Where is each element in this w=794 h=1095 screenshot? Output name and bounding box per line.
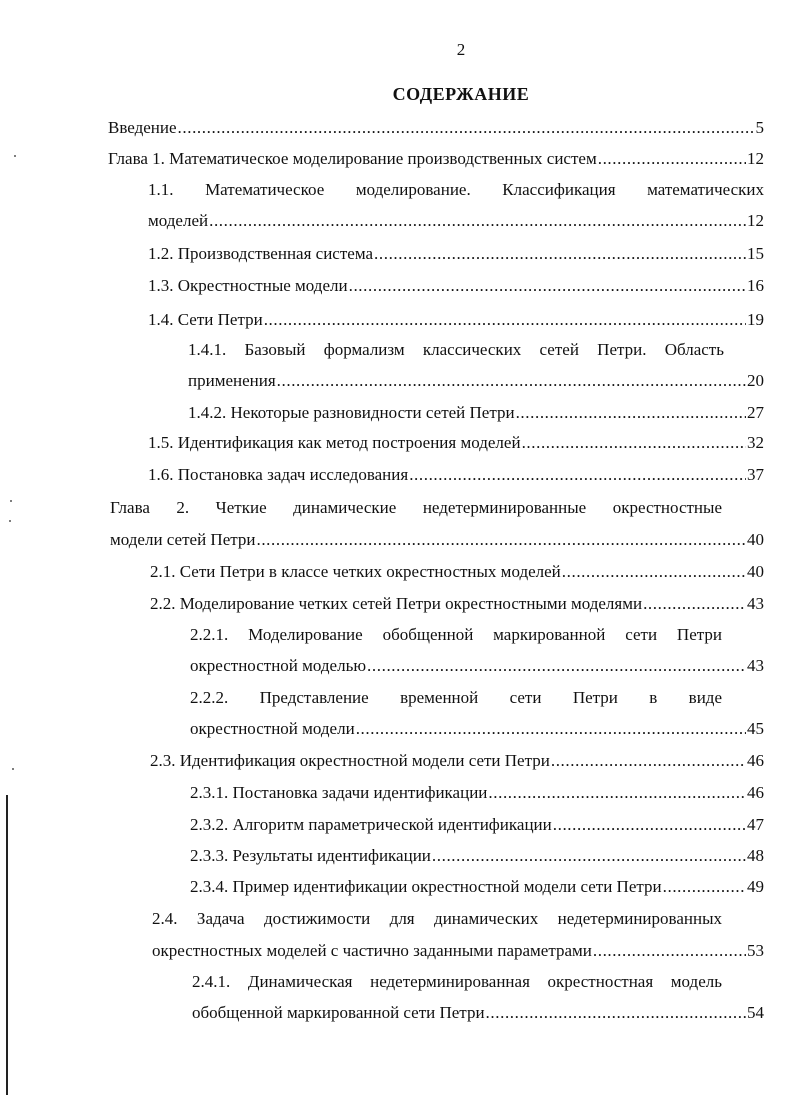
toc-leader-dots bbox=[488, 778, 746, 808]
toc-leader-dots bbox=[643, 589, 746, 619]
toc-entry-1-3[interactable] bbox=[148, 271, 764, 301]
toc-entry-1-2[interactable] bbox=[148, 239, 764, 269]
toc-entry-page: 16 bbox=[747, 276, 764, 295]
toc-entry-page: 12 bbox=[747, 149, 764, 168]
toc-leader-dots bbox=[367, 651, 746, 681]
toc-entry-text: 1.3. Окрестностные модели bbox=[148, 276, 348, 295]
toc-entry-text: 2.2.1. Моделирование обобщенной маркированной сети Петри bbox=[190, 625, 722, 644]
toc-leader-dots bbox=[178, 113, 755, 143]
toc-entry-2-1[interactable] bbox=[150, 557, 764, 587]
toc-entry-text: 1.4. Сети Петри bbox=[148, 310, 263, 329]
toc-entry-text: 2.3.2. Алгоритм параметрической идентификации bbox=[190, 815, 552, 834]
toc-leader-dots bbox=[356, 714, 746, 744]
toc-entry-1-1-line1[interactable] bbox=[148, 175, 764, 205]
toc-entry-text: 2.3.4. Пример идентификации окрестностной модели сети Петри bbox=[190, 877, 662, 896]
toc-entry-text: 2.2. Моделирование четких сетей Петри окрестностными моделями bbox=[150, 594, 643, 613]
toc-entry-text: окрестностных моделей с частично заданными параметрами bbox=[152, 941, 592, 960]
toc-entry-text: обобщенной маркированной сети Петри bbox=[192, 1003, 485, 1022]
toc-entry-1-1-line2[interactable] bbox=[148, 206, 764, 236]
toc-entry-text: 1.2. Производственная система bbox=[148, 244, 374, 263]
toc-entry-2-2-2-line1[interactable] bbox=[190, 683, 722, 713]
toc-entry-page: 53 bbox=[747, 941, 764, 960]
toc-entry-text: 2.3.1. Постановка задачи идентификации bbox=[190, 783, 488, 802]
toc-entry-introduction[interactable] bbox=[108, 113, 764, 143]
toc-entry-chapter-2-line2[interactable] bbox=[110, 525, 764, 555]
toc-entry-page: 43 bbox=[747, 594, 764, 613]
scan-speck bbox=[9, 520, 11, 522]
toc-entry-text: 2.3.3. Результаты идентификации bbox=[190, 846, 431, 865]
toc-entry-page: 54 bbox=[747, 1003, 764, 1022]
toc-entry-page: 27 bbox=[747, 403, 764, 422]
toc-entry-text: 2.1. Сети Петри в классе четких окрестностных моделей bbox=[150, 562, 561, 581]
toc-leader-dots bbox=[516, 398, 746, 428]
toc-entry-2-4-line1[interactable] bbox=[152, 904, 722, 934]
toc-entry-text: 2.4. Задача достижимости для динамических недетерминированных bbox=[152, 909, 722, 928]
toc-entry-text: Глава 2. Четкие динамические недетерминированные окрестностные bbox=[110, 498, 722, 517]
toc-entry-text: 2.4.1. Динамическая недетерминированная окрестностная модель bbox=[192, 972, 722, 991]
toc-entry-text: 2.2.2. Представление временной сети Петри в виде bbox=[190, 688, 722, 707]
toc-entry-page: 5 bbox=[755, 118, 764, 137]
toc-entry-text: 1.4.2. Некоторые разновидности сетей Петри bbox=[188, 403, 515, 422]
toc-entry-text: 1.1. Математическое моделирование. Классификация математических bbox=[148, 180, 764, 199]
toc-entry-1-6[interactable] bbox=[148, 460, 764, 490]
toc-entry-page: 12 bbox=[747, 211, 764, 230]
toc-entry-text: модели сетей Петри bbox=[110, 530, 256, 549]
toc-entry-text: окрестностной модели bbox=[190, 719, 355, 738]
scan-speck bbox=[12, 768, 14, 770]
toc-entry-1-4-2[interactable] bbox=[188, 398, 764, 428]
toc-entry-page: 48 bbox=[747, 846, 764, 865]
toc-leader-dots bbox=[522, 428, 746, 458]
toc-entry-page: 43 bbox=[747, 656, 764, 675]
toc-entry-2-2-2-line2[interactable] bbox=[190, 714, 764, 744]
toc-entry-page: 46 bbox=[747, 783, 764, 802]
toc-leader-dots bbox=[256, 525, 746, 555]
toc-leader-dots bbox=[553, 810, 746, 840]
toc-leader-dots bbox=[277, 366, 746, 396]
toc-leader-dots bbox=[432, 841, 746, 871]
toc-entry-2-2[interactable] bbox=[150, 589, 764, 619]
toc-entry-text: 1.5. Идентификация как метод построения моделей bbox=[148, 433, 521, 452]
toc-entry-text: 1.4.1. Базовый формализм классических сетей Петри. Область bbox=[188, 340, 724, 359]
toc-entry-page: 46 bbox=[747, 751, 764, 770]
toc-entry-2-4-1-line1[interactable] bbox=[192, 967, 722, 997]
toc-entry-2-3-4[interactable] bbox=[190, 872, 764, 902]
page-number: 2 bbox=[456, 40, 466, 59]
toc-leader-dots bbox=[562, 557, 746, 587]
toc-leader-dots bbox=[551, 746, 746, 776]
toc-entry-1-4-1-line1[interactable] bbox=[188, 335, 724, 365]
toc-entry-page: 19 bbox=[747, 310, 764, 329]
toc-leader-dots bbox=[593, 936, 746, 966]
toc-entry-page: 32 bbox=[747, 433, 764, 452]
toc-leader-dots bbox=[209, 206, 746, 236]
toc-entry-chapter-1[interactable] bbox=[108, 144, 764, 174]
toc-entry-2-3-1[interactable] bbox=[190, 778, 764, 808]
toc-entry-text: Введение bbox=[108, 118, 177, 137]
toc-entry-2-2-1-line1[interactable] bbox=[190, 620, 722, 650]
toc-entry-2-4-1-line2[interactable] bbox=[192, 998, 764, 1028]
scan-margin-line bbox=[6, 795, 8, 1095]
toc-entry-text: 2.3. Идентификация окрестностной модели сети Петри bbox=[150, 751, 550, 770]
scan-speck bbox=[10, 500, 12, 502]
toc-entry-text: моделей bbox=[148, 211, 209, 230]
toc-leader-dots bbox=[663, 872, 746, 902]
toc-leader-dots bbox=[264, 305, 746, 335]
toc-entry-1-4[interactable] bbox=[148, 305, 764, 335]
toc-title: СОДЕРЖАНИЕ bbox=[392, 84, 530, 104]
toc-entry-2-3-2[interactable] bbox=[190, 810, 764, 840]
toc-entry-2-3[interactable] bbox=[150, 746, 764, 776]
toc-leader-dots bbox=[486, 998, 746, 1028]
toc-entry-text: окрестностной моделью bbox=[190, 656, 367, 675]
toc-entry-2-4-line2[interactable] bbox=[152, 936, 764, 966]
toc-entry-page: 37 bbox=[747, 465, 764, 484]
scan-speck bbox=[14, 155, 16, 157]
toc-entry-2-3-3[interactable] bbox=[190, 841, 764, 871]
toc-entry-text: применения bbox=[188, 371, 276, 390]
toc-entry-text: Глава 1. Математическое моделирование производственных систем bbox=[108, 149, 597, 168]
toc-entry-page: 15 bbox=[747, 244, 764, 263]
toc-entry-2-2-1-line2[interactable] bbox=[190, 651, 764, 681]
toc-entry-page: 47 bbox=[747, 815, 764, 834]
toc-entry-page: 20 bbox=[747, 371, 764, 390]
toc-entry-1-5[interactable] bbox=[148, 428, 764, 458]
toc-leader-dots bbox=[374, 239, 746, 269]
toc-entry-page: 45 bbox=[747, 719, 764, 738]
toc-leader-dots bbox=[409, 460, 746, 490]
toc-entry-page: 49 bbox=[747, 877, 764, 896]
toc-entry-1-4-1-line2[interactable] bbox=[188, 366, 764, 396]
toc-entry-page: 40 bbox=[747, 530, 764, 549]
toc-leader-dots bbox=[598, 144, 746, 174]
toc-entry-text: 1.6. Постановка задач исследования bbox=[148, 465, 409, 484]
toc-leader-dots bbox=[349, 271, 746, 301]
toc-entry-page: 40 bbox=[747, 562, 764, 581]
toc-entry-chapter-2-line1[interactable] bbox=[110, 493, 722, 523]
